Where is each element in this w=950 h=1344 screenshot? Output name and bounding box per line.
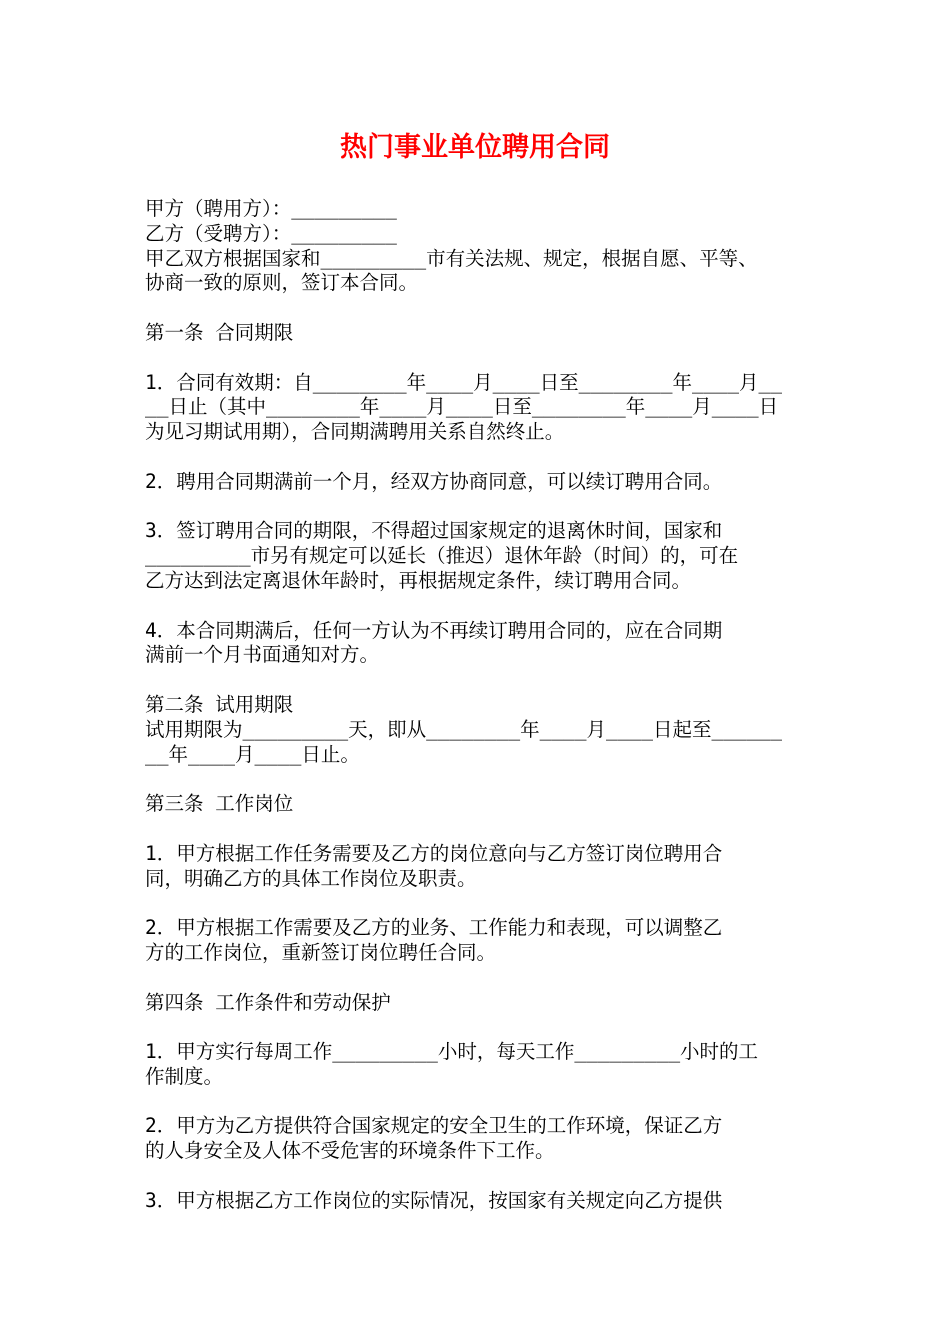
document-title: 热门事业单位聘用合同 (340, 132, 610, 163)
text-line: 甲乙双方根据国家和_________市有关法规、规定，根据自愿、平等、 (145, 246, 758, 270)
text-line: 第二条 试用期限 (145, 692, 294, 716)
text-line: 1．甲方实行每周工作_________小时，每天工作_________小时的工 (145, 1040, 759, 1064)
text-line: 2．甲方为乙方提供符合国家规定的安全卫生的工作环境，保证乙方 (145, 1114, 723, 1138)
text-line: 第一条 合同期限 (145, 320, 294, 344)
text-line: _________市另有规定可以延长（推迟）退休年龄（时间）的，可在 (145, 544, 739, 568)
blank-line (145, 817, 813, 842)
blank-line (145, 966, 813, 991)
blank-line (145, 445, 813, 470)
text-line: 甲方（聘用方）：_________ (145, 197, 397, 220)
text-line: 乙方（受聘方）：_________ (145, 221, 397, 245)
blank-line (145, 1164, 813, 1189)
text-line: 第四条 工作条件和劳动保护 (145, 990, 391, 1014)
text-line: __日止（其中________年____月____日至________年____月____日 (145, 395, 779, 419)
blank-line (145, 1015, 813, 1040)
text-line: 3．甲方根据乙方工作岗位的实际情况，按国家有关规定向乙方提供 (145, 1188, 723, 1212)
blank-line (145, 346, 813, 371)
blank-line (145, 891, 813, 916)
contract-body (145, 197, 813, 1214)
text-line: 方的工作岗位，重新签订岗位聘任合同。 (145, 940, 497, 964)
text-line: 同，明确乙方的具体工作岗位及职责。 (145, 866, 477, 890)
blank-line (145, 767, 813, 792)
text-line: 1．合同有效期：自________年____月____日至________年____月__ (145, 370, 782, 394)
text-line: 满前一个月书面通知对方。 (145, 643, 380, 667)
text-line: 2．聘用合同期满前一个月，经双方协商同意，可以续订聘用合同。 (145, 469, 723, 493)
text-line: 3．签订聘用合同的期限，不得超过国家规定的退离休时间，国家和 (145, 519, 723, 543)
text-line: 为见习期试用期），合同期满聘用关系自然终止。 (145, 420, 565, 444)
blank-line (145, 1090, 813, 1115)
blank-line (145, 296, 813, 321)
text-line: 第三条 工作岗位 (145, 792, 294, 816)
text-line: 的人身安全及人体不受危害的环境条件下工作。 (145, 1139, 555, 1163)
text-line: 试用期限为_________天，即从________年____月____日起至______ (145, 717, 782, 741)
text-line: __年____月____日止。 (145, 742, 360, 766)
blank-line (145, 495, 813, 520)
text-line: 乙方达到法定离退休年龄时，再根据规定条件，续订聘用合同。 (145, 568, 692, 592)
blank-line (145, 594, 813, 619)
blank-line (145, 668, 813, 693)
text-line: 作制度。 (145, 1064, 224, 1088)
text-line: 4．本合同期满后，任何一方认为不再续订聘用合同的，应在合同期 (145, 618, 723, 642)
text-line: 1．甲方根据工作任务需要及乙方的岗位意向与乙方签订岗位聘用合 (145, 841, 723, 865)
text-line: 2．甲方根据工作需要及乙方的业务、工作能力和表现，可以调整乙 (145, 916, 723, 940)
text-line: 协商一致的原则，签订本合同。 (145, 271, 419, 295)
